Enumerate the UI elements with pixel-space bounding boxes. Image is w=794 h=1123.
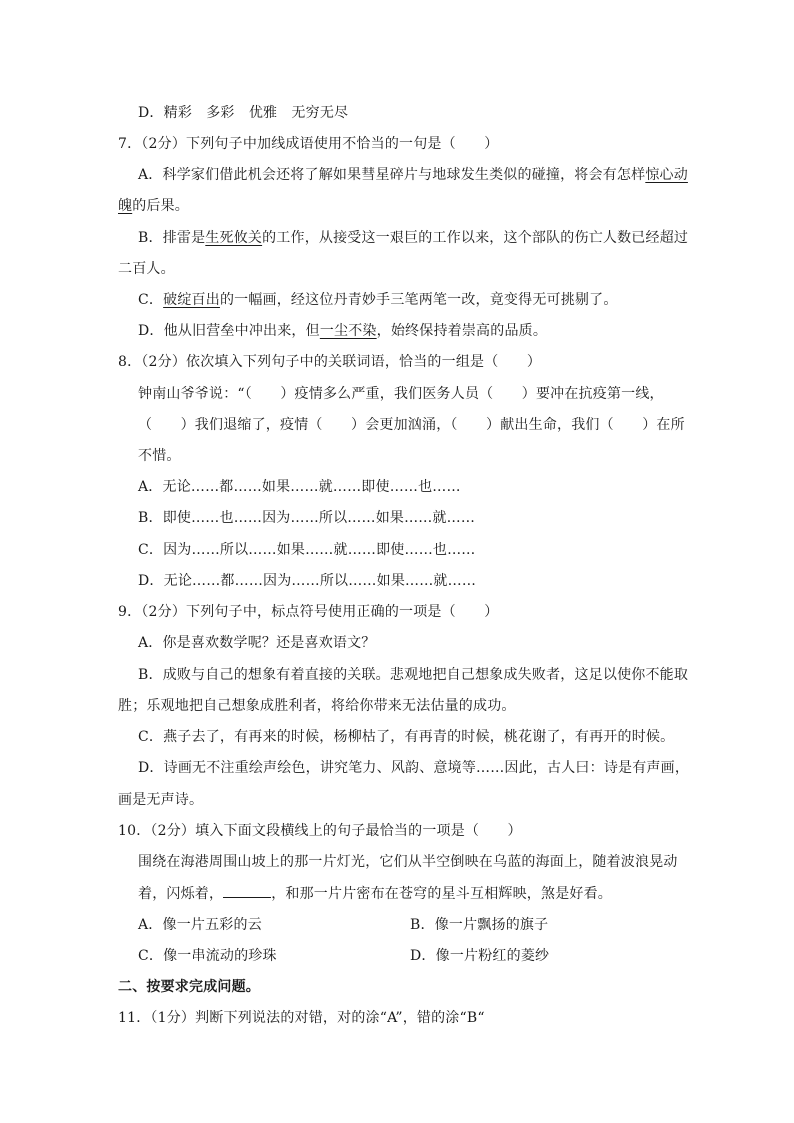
q7-c-label: C． xyxy=(138,292,164,308)
section-2-title: 二、按要求完成问题。 xyxy=(118,979,260,995)
q6-option-d: D．精彩 多彩 优雅 无穷无尽 xyxy=(138,105,349,121)
q8-passage-line2: （ ）我们退缩了，疫情（ ）会更加汹涌，（ ）献出生命，我们（ ）在所 xyxy=(138,417,685,433)
q9-stem: 9．（2分）下列句子中，标点符号使用正确的一项是（ ） xyxy=(118,604,499,620)
q8-option-c: C．因为……所以……如果……就……即使……也…… xyxy=(138,542,476,558)
q10-option-d: D．像一片粉红的菱纱 xyxy=(410,948,550,964)
q10-option-a: A．像一片五彩的云 xyxy=(138,917,262,933)
q8-option-b: B．即使……也……因为……所以……如果……就…… xyxy=(138,510,476,526)
q7-option-d xyxy=(138,321,547,341)
q7-a-text: A．科学家们借此机会还将了解如果彗星碎片与地球发生类似的碰撞，将会有怎样 xyxy=(138,167,646,183)
q8-passage-line1: 钟南山爷爷说：“（ ）疫情多么严重，我们医务人员（ ）要冲在抗疫第一线， xyxy=(138,386,664,402)
q7-d-idiom: 一尘不染 xyxy=(319,323,377,339)
q9-option-b-line2: 胜；乐观地把自己想象成胜利者，将给你带来无法估量的成功。 xyxy=(118,698,516,714)
q8-option-d: D．无论……都……因为……所以……如果……就…… xyxy=(138,573,477,589)
q7-option-c xyxy=(138,290,618,310)
q7-d-text-end: ，始终保持着崇高的品质。 xyxy=(376,323,548,339)
q7-b-text-mid: 的工作，从接受这一艰巨的工作以来，这个部队的伤亡人数已经超过 xyxy=(262,230,689,246)
q7-c-idiom: 破绽百出 xyxy=(163,292,220,308)
q7-d-text: D．他从旧营垒中冲出来，但 xyxy=(138,323,320,339)
q10-answer-blank xyxy=(223,883,271,898)
q10-option-c: C．像一串流动的珍珠 xyxy=(138,948,277,964)
q7-b-text: B．排雷是 xyxy=(138,230,206,246)
q7-a-idiom-part2: 魄 xyxy=(118,198,133,214)
q7-option-a-line2 xyxy=(118,196,189,216)
q11-stem: 11．（1分）判断下列说法的对错，对的涂“A”，错的涂“B“ xyxy=(118,1010,485,1026)
q7-stem: 7．（2分）下列句子中加线成语使用不恰当的一句是（ ） xyxy=(118,136,499,152)
q9-option-d-line2: 画是无声诗。 xyxy=(118,792,204,808)
q7-option-a-line1 xyxy=(138,165,688,185)
q9-option-a: A．你是喜欢数学呢？还是喜欢语文？ xyxy=(138,635,376,651)
q7-a-idiom-part1: 惊心动 xyxy=(645,167,688,183)
q8-option-a: A．无论……都……如果……就……即使……也…… xyxy=(138,479,461,495)
q10-stem: 10．（2分）填入下面文段横线上的句子最恰当的一项是（ ） xyxy=(118,823,522,839)
q7-b-idiom: 生死攸关 xyxy=(205,230,263,246)
q8-passage-line3: 不惜。 xyxy=(138,448,181,464)
q9-option-b-line1: B．成败与自己的想象有着直接的关联。悲观地把自己想象成失败者，这足以使你不能取 xyxy=(138,667,689,683)
q7-a-text-end: 的后果。 xyxy=(132,198,190,214)
q9-option-c: C．燕子去了，有再来的时候，杨柳枯了，有再青的时候，桃花谢了，有再开的时候。 xyxy=(138,729,675,745)
q10-passage-text-end: ，和那一片片密布在苍穹的星斗互相辉映，煞是好看。 xyxy=(271,886,613,902)
q9-option-d-line1: D．诗画无不注重绘声绘色，讲究笔力、风韵、意境等……因此，古人曰：诗是有声画， xyxy=(138,760,690,776)
q7-c-text: 的一幅画，经这位丹青妙手三笔两笔一改，竟变得无可挑剔了。 xyxy=(219,292,618,308)
q8-stem: 8．（2分）依次填入下列句子中的关联词语，恰当的一组是（ ） xyxy=(118,354,542,370)
q7-option-b-line2: 二百人。 xyxy=(118,261,175,277)
q7-option-b-line1 xyxy=(138,228,688,248)
q10-passage-text: 着，闪烁着， xyxy=(138,886,224,902)
q10-option-b: B．像一片飘扬的旗子 xyxy=(410,917,549,933)
q10-passage-line2 xyxy=(138,883,612,903)
q10-passage-line1: 围绕在海港周围山坡上的那一片灯光，它们从半空倒映在乌蓝的海面上，随着波浪晃动 xyxy=(138,854,678,870)
